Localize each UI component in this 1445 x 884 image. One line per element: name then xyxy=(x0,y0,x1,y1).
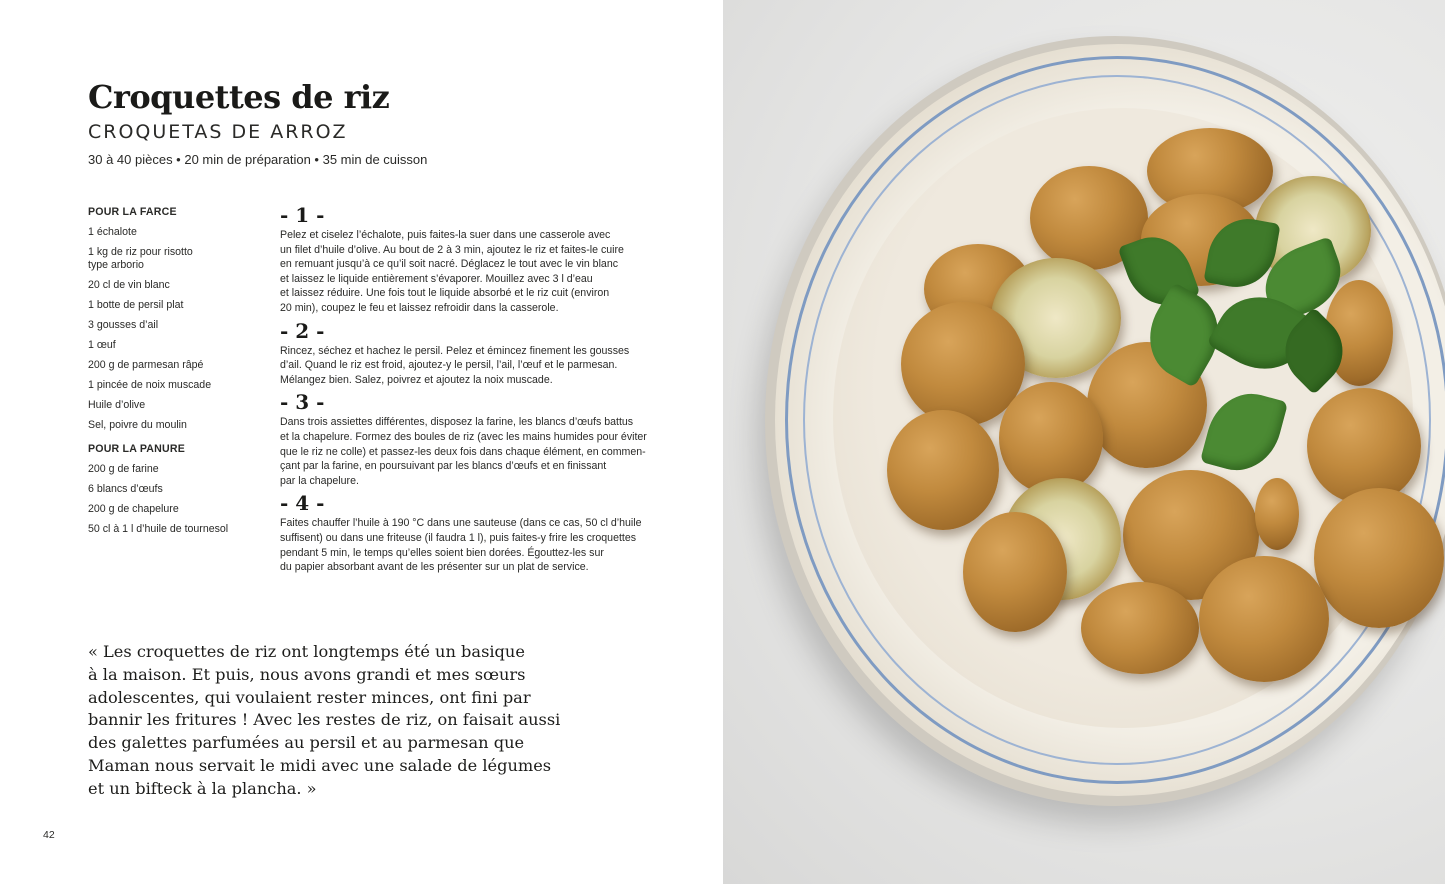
step-4 xyxy=(280,490,660,574)
step-line: Rincez, séchez et hachez le persil. Pelez et émincez finement les gousses xyxy=(280,344,630,357)
quote-line: Maman nous servait le midi avec une salade de légumes xyxy=(88,755,552,775)
recipe-meta: 30 à 40 pièces • 20 min de préparation • 35 min de cuisson xyxy=(88,152,428,167)
ingredient-item: 1 botte de persil plat xyxy=(88,299,184,311)
step-line: çant par la farine, en poursuivant par les blancs d’œufs et en finissant xyxy=(280,460,607,473)
step-text xyxy=(280,228,660,316)
step-number: - 4 - xyxy=(280,491,325,516)
ingredient-item: 200 g de farine xyxy=(88,463,159,475)
step-2 xyxy=(280,318,660,388)
quote-line: bannir les fritures ! Avec les restes de riz, on faisait aussi xyxy=(88,710,561,730)
quote-line: et un bifteck à la plancha. » xyxy=(88,778,317,798)
ingredient-item: 200 g de parmesan râpé xyxy=(88,359,204,371)
step-line: Faites chauffer l’huile à 190 °C dans une sauteuse (dans ce cas, 50 cl d’huile xyxy=(280,517,642,530)
step-line: Dans trois assiettes différentes, disposez la farine, les blancs d’œufs battus xyxy=(280,416,634,429)
ingredient-item: 20 cl de vin blanc xyxy=(88,279,170,291)
ingredient-item: 1 œuf xyxy=(88,339,116,351)
quote-line: adolescentes, qui voulaient rester minces, ont fini par xyxy=(88,687,531,707)
ingredient-item: 1 pincée de noix muscade xyxy=(88,379,212,391)
step-line: et laissez le liquide entièrement s’évaporer. Mouillez avec 3 l d’eau xyxy=(280,272,593,285)
quote-line: des galettes parfumées au persil et au parmesan que xyxy=(88,733,525,753)
step-line: Pelez et ciselez l’échalote, puis faites-la suer dans une casserole avec xyxy=(280,229,611,241)
ingredient-item: 1 échalote xyxy=(88,226,137,238)
recipe-title: Croquettes de riz xyxy=(88,78,390,116)
ingredient-item: Huile d’olive xyxy=(88,399,146,411)
step-1 xyxy=(280,202,660,316)
step-number: - 3 - xyxy=(280,390,325,415)
farce-list xyxy=(88,226,268,432)
farce-heading: POUR LA FARCE xyxy=(88,206,177,218)
step-line: et la chapelure. Formez des boules de riz (avec les mains humides pour éviter xyxy=(280,430,647,443)
ingredient-item: 200 g de chapelure xyxy=(88,503,179,515)
step-line: en remuant jusqu’à ce qu’il soit nacré. Déglacez le tout avec le vin blanc xyxy=(280,258,619,271)
croquette xyxy=(999,382,1103,494)
croquette xyxy=(963,512,1067,632)
croquette xyxy=(1307,388,1421,504)
step-line: que le riz ne colle) et passez-les deux fois dans chaque élément, en commen- xyxy=(280,445,646,458)
ingredient-line: type arborio xyxy=(88,259,144,271)
page-number: 42 xyxy=(43,829,55,841)
ingredient-item: 3 gousses d’ail xyxy=(88,319,159,331)
step-line: suffisent) ou dans une friteuse (il faudra 1 l), puis faites-y frire les croquettes xyxy=(280,531,637,544)
step-3 xyxy=(280,389,660,488)
step-number: - 1 - xyxy=(280,203,325,227)
ingredient-item xyxy=(88,246,268,272)
ingredient-item: Sel, poivre du moulin xyxy=(88,419,187,431)
panure-list xyxy=(88,463,268,536)
food-photo xyxy=(723,0,1445,884)
step-line: Mélangez bien. Salez, poivrez et ajoutez la noix muscade. xyxy=(280,373,553,386)
quote-line: « Les croquettes de riz ont longtemps été un basique xyxy=(88,642,525,661)
step-line: du papier absorbant avant de les présenter sur un plat de service. xyxy=(280,561,589,574)
croquette xyxy=(1199,556,1329,682)
croquette xyxy=(1081,582,1199,674)
step-number: - 2 - xyxy=(280,318,325,343)
ingredients-column xyxy=(88,206,268,543)
ingredient-line: 1 kg de riz pour risotto xyxy=(88,246,193,258)
step-text xyxy=(280,344,660,388)
quote-line: à la maison. Et puis, nous avons grandi et mes sœurs xyxy=(88,664,526,684)
step-line: et laissez réduire. Une fois tout le liquide absorbé et le riz cuit (environ xyxy=(280,287,610,300)
panure-heading: POUR LA PANURE xyxy=(88,443,185,455)
ingredient-item: 6 blancs d’œufs xyxy=(88,483,163,495)
recipe-subtitle: CROQUETAS DE ARROZ xyxy=(88,121,348,143)
ingredient-item: 50 cl à 1 l d’huile de tournesol xyxy=(88,523,229,535)
step-line: par la chapelure. xyxy=(280,474,359,487)
step-line: d’ail. Quand le riz est froid, ajoutez-y le persil, l’ail, l’œuf et le parmesan. xyxy=(280,359,618,372)
step-line: 20 min), coupez le feu et laissez refroidir dans la casserole. xyxy=(280,301,559,314)
step-line: pendant 5 min, le temps qu’elles soient bien dorées. Égouttez-les sur xyxy=(280,546,604,559)
croquette xyxy=(1255,478,1299,550)
croquette xyxy=(887,410,999,530)
step-text xyxy=(280,415,660,488)
steps-column xyxy=(280,202,660,577)
croquette xyxy=(1314,488,1444,628)
pull-quote xyxy=(88,641,561,801)
step-text xyxy=(280,516,660,574)
step-line: un filet d’huile d’olive. Au bout de 2 à 3 min, ajoutez le riz et faites-le cuire xyxy=(280,243,624,256)
